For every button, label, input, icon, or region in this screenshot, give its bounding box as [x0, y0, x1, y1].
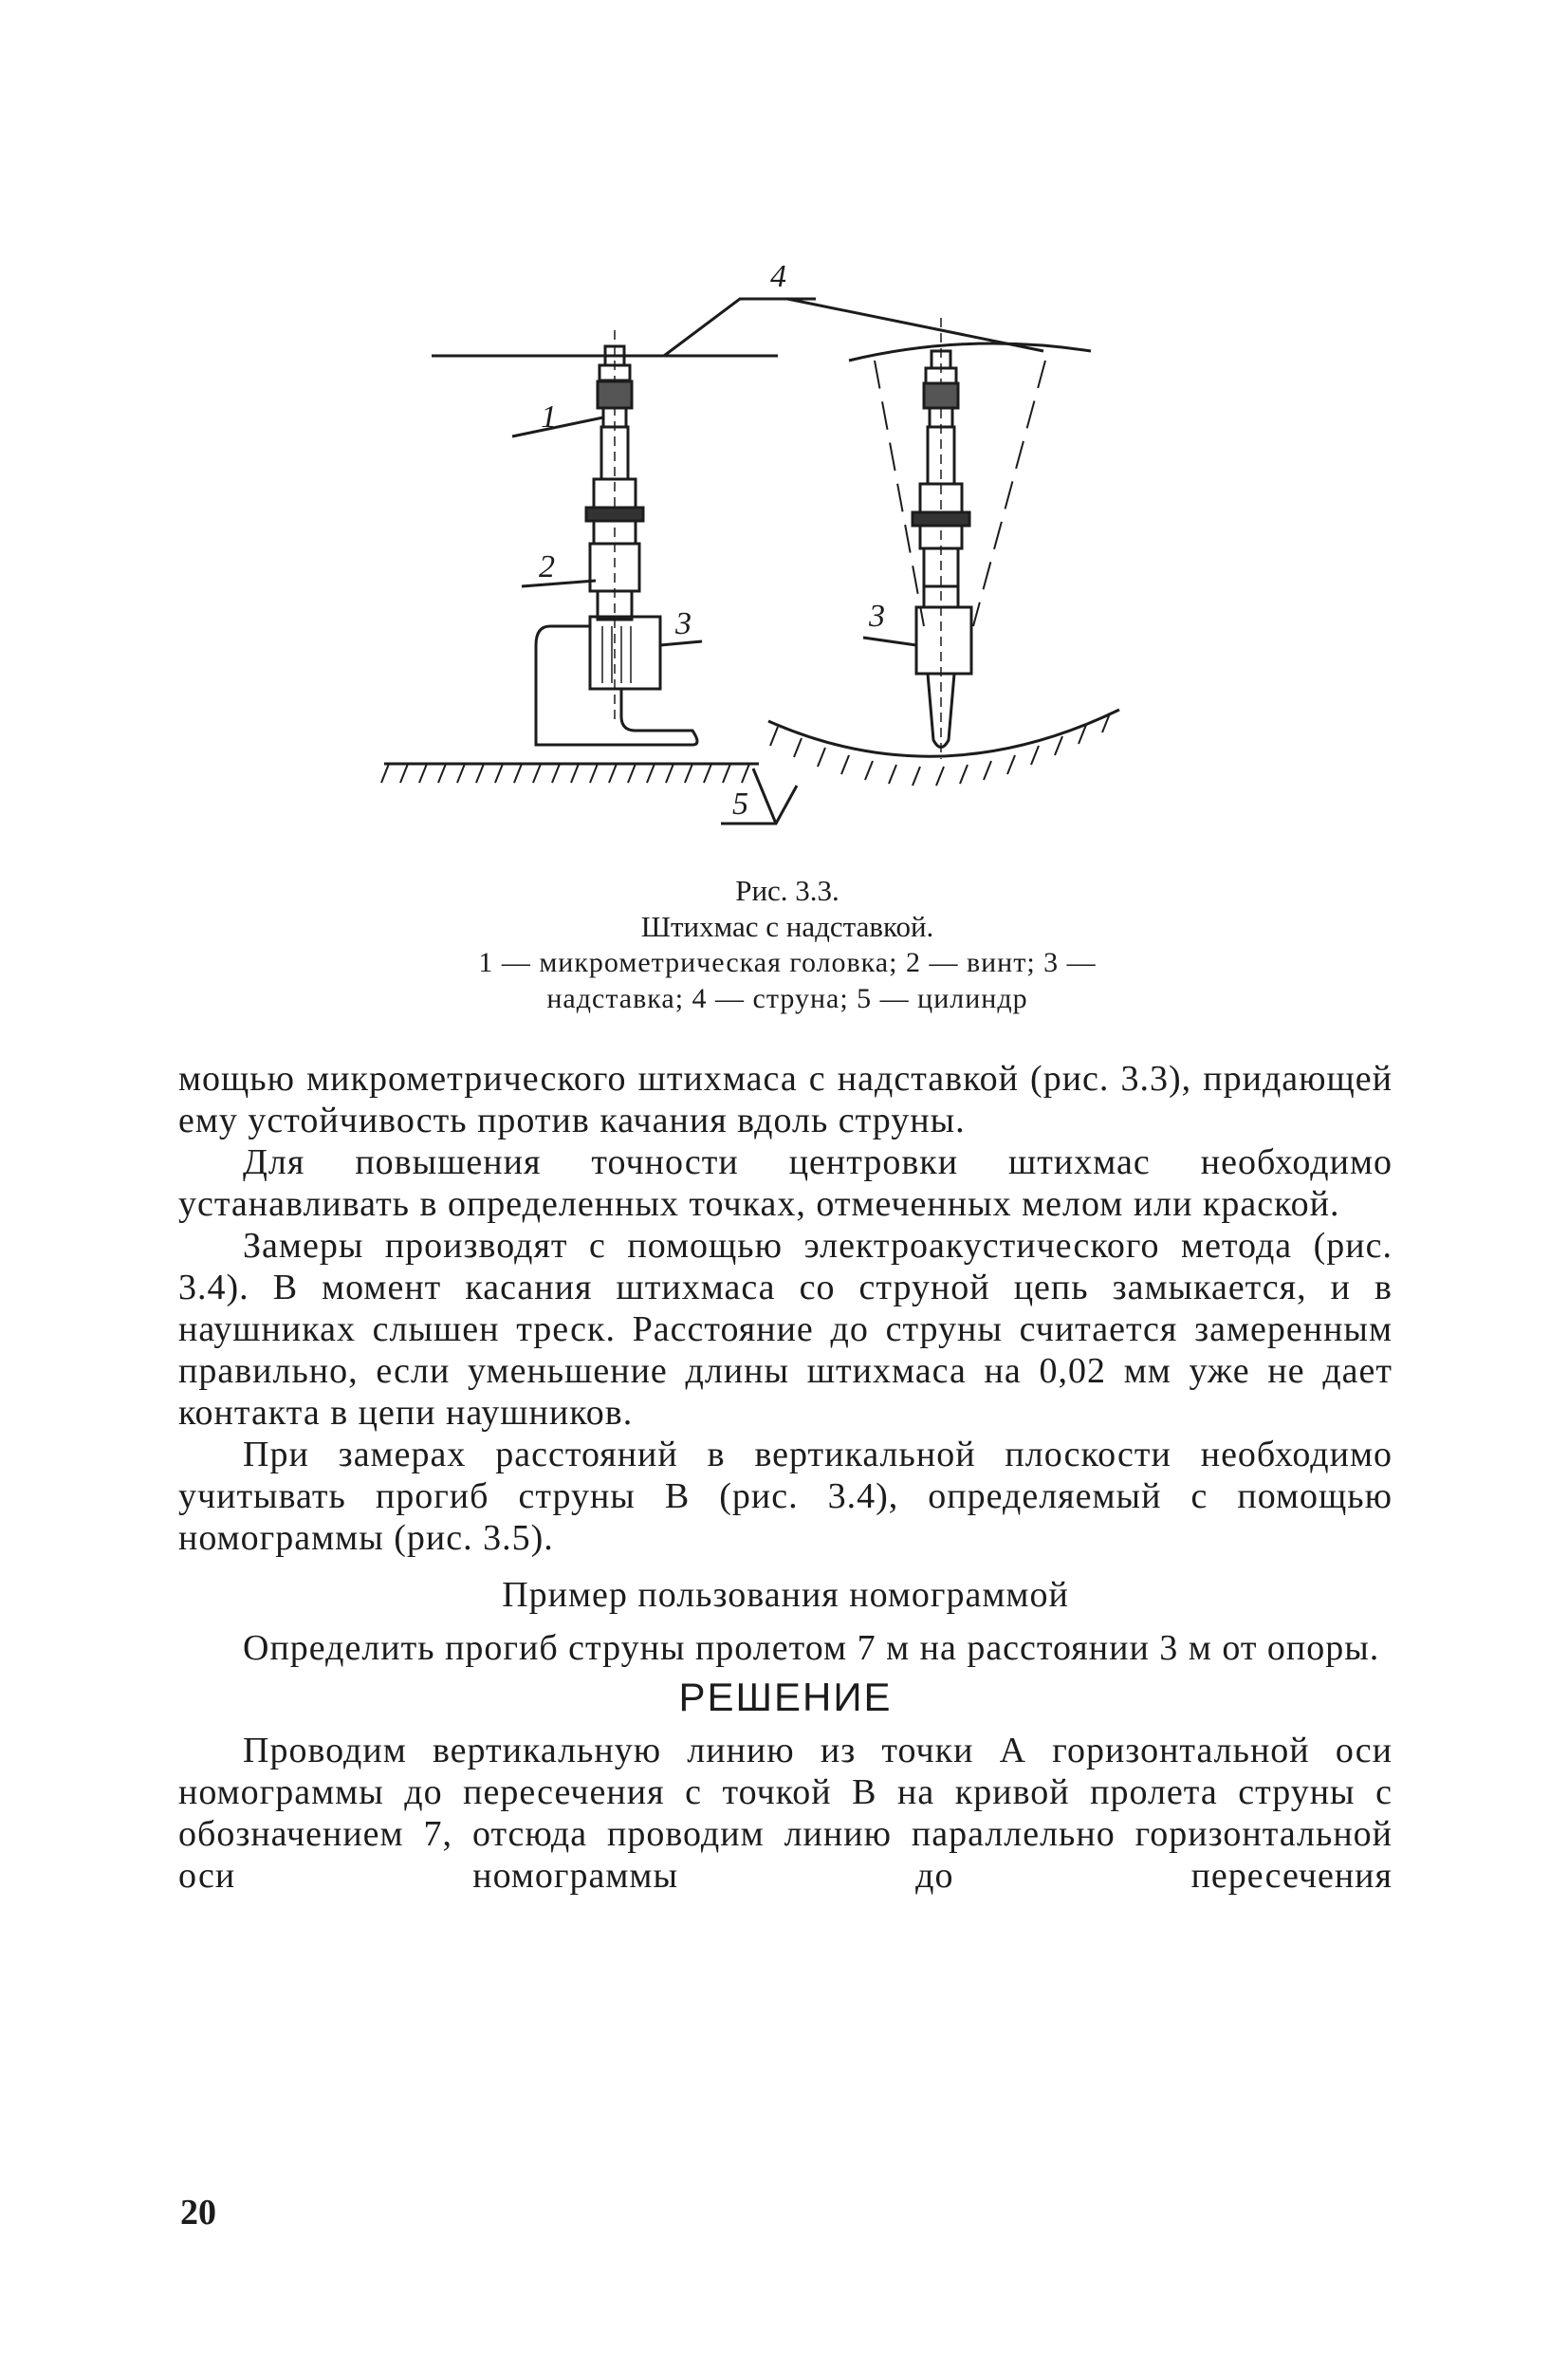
caption-title: Штихмас с надставкой.: [640, 910, 934, 943]
caption-legend-line2: надставка; 4 — струна; 5 — цилиндр: [546, 983, 1028, 1014]
label-3-left: 3: [675, 606, 692, 641]
paragraph-5: Определить прогиб струны пролетом 7 м на расстоянии 3 м от опоры.: [243, 1628, 1380, 1668]
paragraph-1: мощью микрометрического штихмаса с надставкой (рис. 3.3), придающей ему устойчивость против качания вдоль струны.: [178, 1059, 1393, 1140]
figure-drawing: [379, 228, 1186, 835]
paragraph-6: Проводим вертикальную линию из точки А горизонтальной оси номограммы до пересечения с точкой В на кривой пролета струны с обозначением 7, отсюда проводим линию параллельно горизонтальной оси номограммы до пересечения: [178, 1731, 1393, 1896]
label-2: 2: [539, 549, 555, 584]
label-3-right: 3: [869, 599, 885, 634]
label-4: 4: [770, 259, 786, 294]
caption-number: Рис. 3.3.: [735, 874, 839, 907]
figure-3-3-shtikhmas: [379, 228, 1186, 835]
leader-5b: [753, 769, 776, 824]
cylinder-surface: [768, 710, 1119, 756]
solution-heading: РЕШЕНИЕ: [678, 1675, 893, 1719]
example-subheading: Пример пользования номограммой: [502, 1575, 1069, 1615]
ground-hatching: [381, 764, 749, 783]
leader-2: [522, 581, 596, 586]
left-instrument: [536, 330, 697, 745]
leader-3-left: [660, 641, 702, 645]
leader-3-right: [863, 638, 916, 645]
caption-legend-line1: 1 — микрометрическая головка; 2 — винт; 3 —: [478, 947, 1097, 978]
paragraph-2: Для повышения точности центровки штихмас необходимо устанавливать в определенных точках, отмеченных мелом или краской.: [178, 1142, 1393, 1224]
right-instrument: [875, 318, 1045, 759]
leader-1: [512, 417, 603, 436]
label-1: 1: [541, 399, 557, 435]
paragraph-3: Замеры производят с помощью электроакустического метода (рис. 3.4). В момент касания штихмаса со струной цепь замыкается, и в наушниках слышен треск. Расстояние до струны считается замеренным правильно, если уменьшение длины штихмаса на 0,02 мм уже не дает контакта в цепи наушников.: [178, 1226, 1393, 1433]
label-5: 5: [732, 787, 748, 822]
figure-caption: [313, 873, 1262, 1017]
cylinder-hatching: [770, 713, 1110, 786]
string-arc-right: [849, 343, 1091, 361]
paragraph-4: При замерах расстояний в вертикальной плоскости необходимо учитывать прогиб струны В (рис. 3.4), определяемый с помощью номограммы (рис. 3.5).: [178, 1435, 1393, 1558]
leader-4a: [664, 299, 816, 356]
body-text: [178, 1058, 1393, 1897]
page-number: 20: [180, 2193, 216, 2233]
